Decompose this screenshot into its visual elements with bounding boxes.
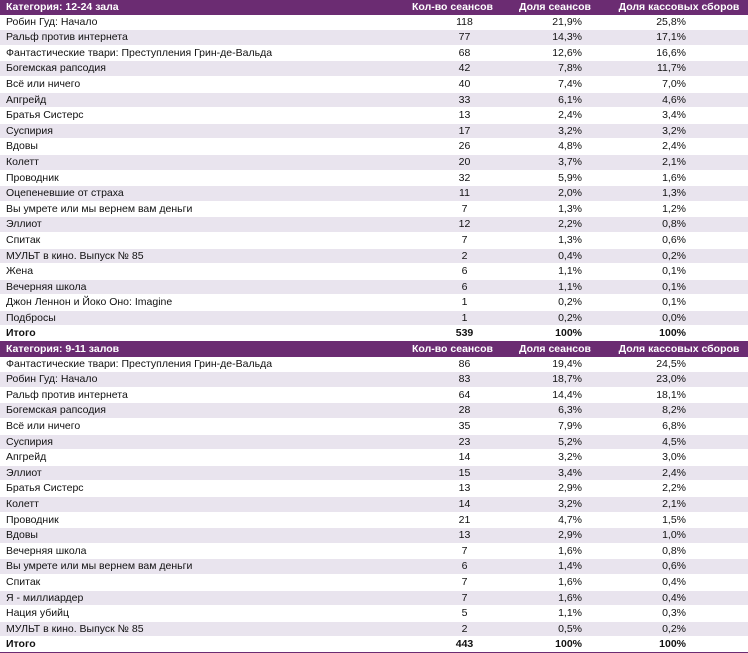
session-share: 4,7% bbox=[558, 513, 582, 526]
film-title: Вдовы bbox=[6, 140, 38, 153]
box-office-share: 3,0% bbox=[662, 451, 686, 464]
table-row bbox=[0, 186, 748, 202]
table-body bbox=[0, 15, 748, 342]
session-share: 1,1% bbox=[558, 265, 582, 278]
column-header-sessions: Кол-во сеансов bbox=[405, 0, 500, 15]
table-row bbox=[0, 497, 748, 513]
total-box-office-share: 100% bbox=[659, 327, 686, 340]
session-count: 6 bbox=[461, 280, 468, 293]
table-header bbox=[0, 342, 748, 357]
session-share: 0,5% bbox=[558, 622, 582, 635]
table-row bbox=[0, 559, 748, 575]
session-share: 2,9% bbox=[558, 482, 582, 495]
table-row bbox=[0, 154, 748, 170]
table-row bbox=[0, 76, 748, 92]
session-count: 42 bbox=[458, 62, 471, 75]
box-office-share: 4,5% bbox=[662, 435, 686, 448]
session-count: 6 bbox=[461, 560, 468, 573]
box-office-share: 6,8% bbox=[662, 420, 686, 433]
film-title: Я - миллиардер bbox=[6, 591, 84, 604]
film-title: Суспирия bbox=[6, 124, 53, 137]
column-header-box-office-share: Доля кассовых сборов bbox=[610, 342, 748, 357]
category-title: Категория: 9-11 залов bbox=[0, 342, 405, 357]
box-office-share: 1,5% bbox=[662, 513, 686, 526]
film-title: Колетт bbox=[6, 498, 39, 510]
total-sessions: 539 bbox=[455, 327, 474, 340]
session-share: 18,7% bbox=[552, 373, 582, 386]
session-count: 40 bbox=[458, 77, 471, 90]
total-sessions: 443 bbox=[455, 638, 474, 651]
table-row bbox=[0, 419, 748, 435]
table-row bbox=[0, 15, 748, 30]
session-share: 21,9% bbox=[552, 15, 582, 28]
session-count: 13 bbox=[458, 482, 471, 495]
box-office-share: 16,6% bbox=[656, 46, 686, 59]
film-title: Оцепеневшие от страха bbox=[6, 187, 124, 200]
session-count: 118 bbox=[456, 15, 473, 28]
box-office-share: 4,6% bbox=[662, 93, 686, 106]
table-row bbox=[0, 217, 748, 233]
box-office-share: 3,2% bbox=[662, 124, 686, 137]
film-title: Робин Гуд: Начало bbox=[6, 373, 98, 386]
film-title: Ральф против интернета bbox=[6, 31, 128, 44]
film-title: Богемская рапсодия bbox=[6, 404, 106, 417]
box-office-share: 0,2% bbox=[662, 249, 686, 262]
session-share: 1,3% bbox=[558, 202, 582, 215]
box-office-share: 0,1% bbox=[662, 265, 686, 278]
table-row bbox=[0, 310, 748, 326]
session-count: 13 bbox=[458, 529, 471, 542]
session-count: 64 bbox=[458, 388, 471, 401]
box-office-share: 1,2% bbox=[662, 202, 686, 215]
session-count: 23 bbox=[458, 435, 471, 448]
box-office-share: 11,7% bbox=[657, 62, 686, 75]
box-office-share: 0,6% bbox=[662, 233, 686, 246]
film-title: Вы умрете или мы вернем вам деньги bbox=[6, 560, 193, 573]
session-share: 2,0% bbox=[558, 187, 582, 200]
session-count: 32 bbox=[458, 171, 471, 184]
session-share: 6,3% bbox=[558, 404, 582, 417]
box-office-share: 7,0% bbox=[662, 77, 686, 90]
session-share: 7,9% bbox=[558, 420, 582, 433]
table-row bbox=[0, 606, 748, 622]
box-office-share: 2,2% bbox=[662, 482, 686, 495]
category-table-9-11 bbox=[0, 342, 748, 653]
session-share: 14,4% bbox=[552, 388, 582, 401]
session-share: 3,2% bbox=[558, 451, 582, 464]
session-share: 0,2% bbox=[558, 296, 582, 309]
session-count: 6 bbox=[461, 265, 468, 278]
film-title: Эллиот bbox=[6, 466, 42, 479]
table-row bbox=[0, 543, 748, 559]
table-row bbox=[0, 387, 748, 403]
film-title: Спитак bbox=[6, 575, 41, 588]
film-title: Богемская рапсодия bbox=[6, 62, 106, 75]
box-office-share: 1,3% bbox=[662, 187, 686, 200]
session-count: 5 bbox=[461, 607, 468, 620]
column-header-session-share: Доля сеансов bbox=[500, 342, 610, 357]
film-title: Подбросы bbox=[6, 311, 56, 324]
film-title: Проводник bbox=[6, 513, 59, 526]
session-share: 2,4% bbox=[558, 109, 582, 122]
box-office-share: 1,6% bbox=[662, 171, 686, 184]
session-share: 1,1% bbox=[558, 280, 582, 293]
session-share: 1,4% bbox=[558, 560, 582, 573]
film-title: Всё или ничего bbox=[6, 420, 81, 433]
table-row bbox=[0, 45, 748, 61]
film-title: Апгрейд bbox=[6, 93, 47, 106]
box-office-share: 23,0% bbox=[656, 373, 686, 386]
box-office-share: 0,2% bbox=[662, 622, 686, 635]
table-row bbox=[0, 201, 748, 217]
table-row bbox=[0, 574, 748, 590]
column-header-sessions: Кол-во сеансов bbox=[405, 342, 500, 357]
table-row bbox=[0, 108, 748, 124]
film-title: МУЛЬТ в кино. Выпуск № 85 bbox=[6, 249, 144, 262]
session-count: 7 bbox=[461, 233, 468, 246]
table-row bbox=[0, 264, 748, 280]
session-count: 14 bbox=[458, 451, 471, 464]
box-office-share: 25,8% bbox=[656, 15, 686, 28]
session-count: 21 bbox=[458, 513, 471, 526]
film-title: Вечерняя школа bbox=[6, 280, 87, 293]
film-title: Вечерняя школа bbox=[6, 544, 87, 557]
box-office-share: 0,8% bbox=[662, 218, 686, 231]
session-share: 12,6% bbox=[552, 46, 582, 59]
session-count: 28 bbox=[458, 404, 471, 417]
box-office-share: 2,4% bbox=[662, 466, 686, 479]
film-title: Суспирия bbox=[6, 435, 53, 448]
table-row bbox=[0, 621, 748, 637]
session-count: 26 bbox=[458, 140, 471, 153]
table-row bbox=[0, 248, 748, 264]
table-row bbox=[0, 295, 748, 311]
box-office-share: 0,4% bbox=[662, 575, 686, 588]
box-office-share: 24,5% bbox=[656, 357, 686, 370]
session-count: 83 bbox=[458, 373, 471, 386]
session-count: 20 bbox=[458, 155, 471, 168]
table-row bbox=[0, 434, 748, 450]
table-row bbox=[0, 450, 748, 466]
table-row bbox=[0, 403, 748, 419]
table-row bbox=[0, 139, 748, 155]
session-count: 68 bbox=[458, 46, 471, 59]
total-row bbox=[0, 326, 748, 342]
film-title: Фантастические твари: Преступления Грин-де-Вальда bbox=[6, 357, 273, 370]
film-title: Фантастические твари: Преступления Грин-де-Вальда bbox=[6, 46, 273, 59]
box-office-share: 0,3% bbox=[662, 607, 686, 620]
box-office-share: 18,1% bbox=[656, 388, 686, 401]
session-count: 2 bbox=[461, 249, 468, 262]
film-title: Проводник bbox=[6, 171, 59, 184]
session-share: 3,4% bbox=[558, 466, 582, 479]
table-row bbox=[0, 372, 748, 388]
film-title: Нация убийц bbox=[6, 607, 70, 620]
session-share: 2,2% bbox=[558, 218, 582, 231]
table-header bbox=[0, 0, 748, 15]
session-share: 0,2% bbox=[558, 311, 582, 324]
table-row bbox=[0, 232, 748, 248]
box-office-share: 0,6% bbox=[662, 560, 686, 573]
session-count: 86 bbox=[458, 357, 471, 370]
total-box-office-share: 100% bbox=[659, 638, 686, 651]
session-count: 35 bbox=[458, 420, 471, 433]
session-share: 4,8% bbox=[558, 140, 582, 153]
session-share: 14,3% bbox=[552, 31, 582, 44]
box-office-share: 0,4% bbox=[662, 591, 686, 604]
category-title: Категория: 12-24 зала bbox=[0, 0, 405, 15]
session-share: 3,2% bbox=[558, 498, 582, 510]
session-count: 14 bbox=[458, 498, 471, 510]
total-label: Итого bbox=[6, 327, 36, 340]
film-title: Вдовы bbox=[6, 529, 38, 542]
film-title: Колетт bbox=[6, 155, 39, 168]
film-title: Вы умрете или мы вернем вам деньги bbox=[6, 202, 193, 215]
session-share: 7,8% bbox=[558, 62, 582, 75]
session-share: 6,1% bbox=[558, 93, 582, 106]
session-share: 1,3% bbox=[558, 233, 582, 246]
session-count: 15 bbox=[458, 466, 471, 479]
box-office-share: 2,1% bbox=[662, 498, 686, 510]
box-office-share: 3,4% bbox=[662, 109, 686, 122]
total-session-share: 100% bbox=[555, 327, 582, 340]
session-share: 5,9% bbox=[558, 171, 582, 184]
box-office-share: 0,8% bbox=[662, 544, 686, 557]
box-office-share: 1,0% bbox=[662, 529, 686, 542]
session-share: 0,4% bbox=[558, 249, 582, 262]
film-title: Ральф против интернета bbox=[6, 388, 128, 401]
table-row bbox=[0, 61, 748, 77]
table-row bbox=[0, 528, 748, 544]
session-share: 1,6% bbox=[558, 575, 582, 588]
session-count: 1 bbox=[461, 311, 468, 324]
film-title: Всё или ничего bbox=[6, 77, 81, 90]
session-count: 7 bbox=[461, 544, 468, 557]
session-count: 7 bbox=[461, 575, 468, 588]
table-row bbox=[0, 465, 748, 481]
table-row bbox=[0, 170, 748, 186]
film-title: Апгрейд bbox=[6, 451, 47, 464]
box-office-share: 0,1% bbox=[662, 280, 686, 293]
table-row bbox=[0, 279, 748, 295]
table-row bbox=[0, 123, 748, 139]
box-office-share: 8,2% bbox=[662, 404, 686, 417]
box-office-share: 17,1% bbox=[656, 31, 686, 44]
table-row bbox=[0, 481, 748, 497]
session-share: 7,4% bbox=[558, 77, 582, 90]
session-share: 3,7% bbox=[558, 155, 582, 168]
table-row bbox=[0, 30, 748, 46]
box-office-share: 0,1% bbox=[662, 296, 686, 309]
table-body bbox=[0, 357, 748, 653]
column-header-box-office-share: Доля кассовых сборов bbox=[610, 0, 748, 15]
table-row bbox=[0, 92, 748, 108]
session-share: 5,2% bbox=[558, 435, 582, 448]
session-count: 33 bbox=[458, 93, 471, 106]
film-title: Братья Систерс bbox=[6, 482, 84, 495]
total-label: Итого bbox=[6, 638, 36, 651]
film-title: МУЛЬТ в кино. Выпуск № 85 bbox=[6, 622, 144, 635]
session-count: 77 bbox=[458, 31, 471, 44]
film-title: Спитак bbox=[6, 233, 41, 246]
film-title: Робин Гуд: Начало bbox=[6, 15, 98, 28]
total-session-share: 100% bbox=[555, 638, 582, 651]
session-count: 11 bbox=[459, 187, 470, 200]
box-office-share: 2,4% bbox=[662, 140, 686, 153]
session-share: 2,9% bbox=[558, 529, 582, 542]
box-office-share: 0,0% bbox=[662, 311, 686, 324]
column-header-session-share: Доля сеансов bbox=[500, 0, 610, 15]
table-row bbox=[0, 357, 748, 372]
session-share: 1,6% bbox=[558, 544, 582, 557]
session-share: 19,4% bbox=[552, 357, 582, 370]
film-title: Эллиот bbox=[6, 218, 42, 231]
box-office-share: 2,1% bbox=[662, 155, 686, 168]
session-count: 12 bbox=[458, 218, 471, 231]
session-share: 3,2% bbox=[558, 124, 582, 137]
session-count: 2 bbox=[461, 622, 468, 635]
session-count: 1 bbox=[461, 296, 468, 309]
session-share: 1,6% bbox=[558, 591, 582, 604]
session-count: 7 bbox=[461, 202, 468, 215]
film-title: Братья Систерс bbox=[6, 109, 84, 122]
table-row bbox=[0, 512, 748, 528]
session-count: 7 bbox=[461, 591, 468, 604]
session-count: 13 bbox=[458, 109, 471, 122]
total-row bbox=[0, 637, 748, 653]
film-title: Джон Леннон и Йоко Оно: Imagine bbox=[6, 296, 173, 309]
session-share: 1,1% bbox=[558, 607, 582, 620]
film-title: Жена bbox=[6, 265, 34, 278]
session-count: 17 bbox=[458, 124, 471, 137]
table-row bbox=[0, 590, 748, 606]
